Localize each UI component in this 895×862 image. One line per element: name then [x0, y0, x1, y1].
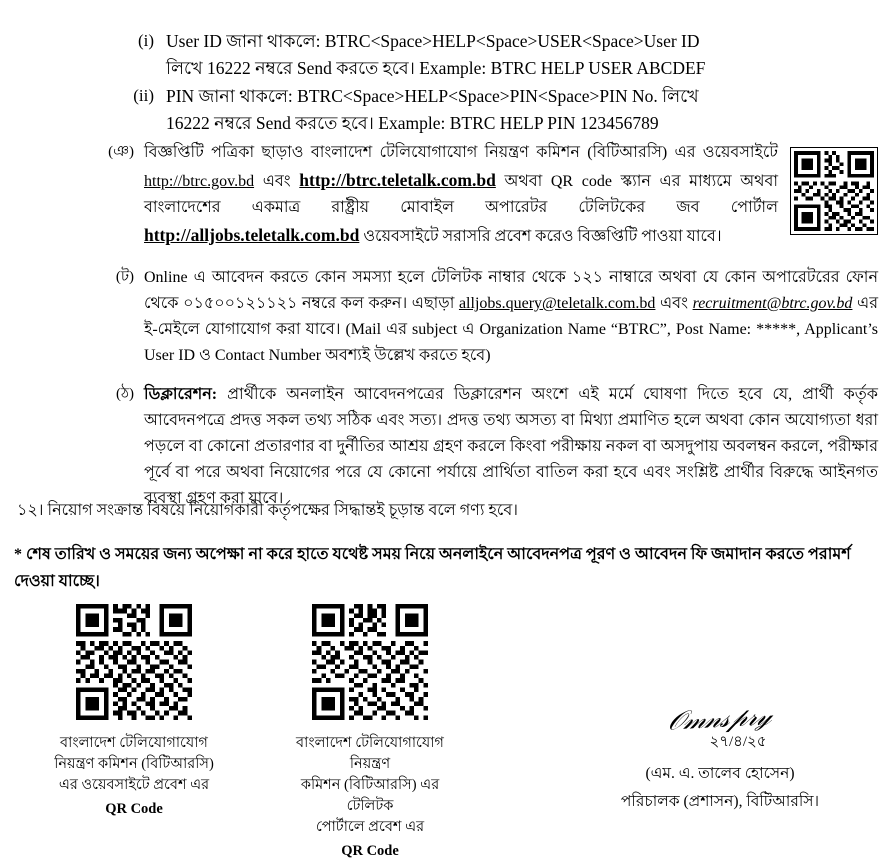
roman-list	[118, 28, 878, 138]
list-text	[166, 83, 878, 136]
roman-2-line1-bn: জানা থাকলে:	[198, 86, 293, 107]
declaration-label: ডিক্লারেশন:	[144, 386, 218, 403]
ta-seg-0: Online এ আবেদন করতে কোন সমস্যা হলে টেলিটক নাম্বার থেকে ১২১ নাম্বারে অথবা যে কোন অপারেটরের ফোন থেকে ০১৫০০১২১১২১ নম্বরে কল করুন। এছাড়া	[144, 269, 878, 312]
link-email-recruitment-btrc[interactable]: recruitment@btrc.gov.bd	[692, 294, 853, 312]
nga-seg-2: এবং	[254, 172, 300, 190]
list-text	[166, 28, 878, 81]
list-marker: (i)	[137, 31, 154, 50]
qr-code-inline	[790, 147, 878, 235]
list-item	[118, 28, 878, 81]
paragraph-marker: (ঠ)	[115, 386, 134, 402]
paragraph-ta	[88, 265, 878, 369]
paragraph-marker: (ট)	[115, 269, 134, 285]
roman-2-line2: 16222 নম্বরে Send করতে হবে। Example: BTRC HELP PIN 123456789	[166, 112, 659, 133]
handwritten-signature-icon: 𝒪𝓂𝓃𝓈𝓅𝓇𝓎	[666, 701, 774, 736]
paragraph-text	[144, 140, 778, 250]
qr-code-icon	[76, 604, 192, 720]
clause-12: ১২। নিয়োগ সংক্রান্ত বিষয়ে নিয়োগকারী কর্তৃপক্ষের সিদ্ধান্তই চূড়ান্ত বলে গণ্য হবে।	[17, 502, 518, 519]
link-btrc-teletalk[interactable]: http://btrc.teletalk.com.bd	[299, 169, 496, 190]
qr-code-icon	[794, 151, 874, 231]
qr2-caption-line2: কমিশন (বিটিআরসি) এর টেলিটক	[300, 777, 440, 815]
qr-code-icon	[312, 604, 428, 720]
qr1-caption-line1: বাংলাদেশ টেলিযোগাযোগ	[60, 735, 208, 751]
qr1-caption-line2: নিয়ন্ত্রণ কমিশন (বিটিআরসি)	[54, 756, 214, 773]
link-email-alljobs-query[interactable]: alljobs.query@teletalk.com.bd	[458, 294, 656, 312]
signature-block	[560, 701, 880, 815]
list-marker: (ii)	[133, 86, 154, 106]
paragraph-text	[144, 265, 878, 369]
signatory-designation: পরিচালক (প্রশাসন), বিটিআরসি।	[620, 793, 820, 810]
nga-seg-4: অথবা QR code স্ক্যান এর মাধ্যমে অথবা বাংলাদেশের একমাত্র রাষ্ট্রীয় মোবাইল অপারেটর টেলিটকের জব পোর্টাল	[144, 172, 778, 216]
link-alljobs-teletalk[interactable]: http://alljobs.teletalk.com.bd	[144, 224, 360, 245]
paragraph-tha	[88, 382, 878, 512]
qr1-caption-line3: এর ওয়েবসাইটে প্রবেশ এর	[58, 777, 210, 794]
nga-seg-6: ওয়েবসাইটে সরাসরি প্রবেশ করেও বিজ্ঞপ্তিটি পাওয়া যাবে।	[359, 227, 722, 245]
paragraph-marker: (ঞ)	[108, 144, 134, 160]
qr2-caption-line3: পোর্টালে প্রবেশ এর	[315, 819, 425, 836]
qr-caption	[280, 733, 460, 862]
roman-1-line1-pre: User ID	[166, 31, 227, 51]
roman-2-line1-post: BTRC<Space>HELP<Space>PIN<Space>PIN No.	[292, 86, 663, 107]
qr-block-teletalk-portal	[296, 604, 444, 862]
roman-1-line2: লিখে 16222 নম্বরে Send করতে হবে। Example: BTRC HELP USER ABCDEF	[166, 57, 706, 78]
signature-date: ২৭/৪/২৫	[709, 734, 767, 750]
qr1-code-label: QR Code	[105, 801, 163, 818]
roman-1-line1-post: BTRC<Space>HELP<Space>USER<Space>User ID	[320, 31, 700, 51]
qr2-code-label: QR Code	[341, 843, 399, 860]
roman-2-line1-pre: PIN	[166, 86, 199, 107]
advisory-note: * শেষ তারিখ ও সময়ের জন্য অপেক্ষা না করে হাতে যথেষ্ট সময় নিয়ে অনলাইনে আবেদনপত্র পূরণ ও আবেদন ফি জমাদান করতে পরামর্শ দেওয়া যাচ্ছে।	[14, 546, 851, 591]
link-btrc-gov-bd[interactable]: http://btrc.gov.bd	[144, 172, 255, 190]
qr-caption	[44, 733, 224, 820]
nga-seg-0: বিজ্ঞপ্তিটি পত্রিকা ছাড়াও বাংলাদেশ টেলিযোগাযোগ নিয়ন্ত্রণ কমিশন (বিটিআরসি) এর ওয়েবসাইটে	[144, 144, 778, 161]
ta-seg-2: এবং	[655, 294, 693, 312]
signatory-name: (এম. এ. তালেব হোসেন)	[645, 765, 795, 782]
paragraph-nga	[88, 140, 778, 250]
roman-2-line1-tail: লিখে	[662, 86, 699, 107]
ta-seg-4: এর ই-মেইলে যোগাযোগ করা যাবে। (Mail এর subject এ Organization Name “BTRC”, Post Name: *****, Applicant’s User ID ও Contact Number অবশ্যই উল্লেখ করতে হবে)	[144, 294, 878, 364]
declaration-text: প্রার্থীকে অনলাইন আবেদনপত্রের ডিক্লারেশন অংশে এই মর্মে ঘোষণা দিতে হবে যে, প্রার্থী কর্তৃক আবেদনপত্রে প্রদত্ত সকল তথ্য সঠিক এবং সত্য। প্রদত্ত তথ্য অসত্য বা মিথ্যা প্রমাণিত হলে অথবা কোন অযোগ্যতা ধরা পড়লে বা কোনো প্রতারণার বা দুর্নীতির আশ্রয় গ্রহণ করলে কিংবা পরীক্ষায় নকল বা অসদুপায় অবলম্বন করলে, পরীক্ষার পূর্বে বা পরে অথবা নিয়োগের পরে যে কোনো পর্যায়ে প্রার্থিতা বাতিল করা হবে এবং সংশ্লিষ্ট প্রার্থীর বিরুদ্ধে আইনগত ব্যবস্থা গ্রহণ করা যাবে।	[144, 386, 878, 507]
qr-block-website	[54, 604, 214, 820]
roman-1-line1-bn: জানা থাকলে:	[226, 31, 321, 51]
list-item	[118, 83, 878, 136]
qr2-caption-line1: বাংলাদেশ টেলিযোগাযোগ নিয়ন্ত্রণ	[296, 735, 444, 773]
paragraph-text	[144, 382, 878, 512]
